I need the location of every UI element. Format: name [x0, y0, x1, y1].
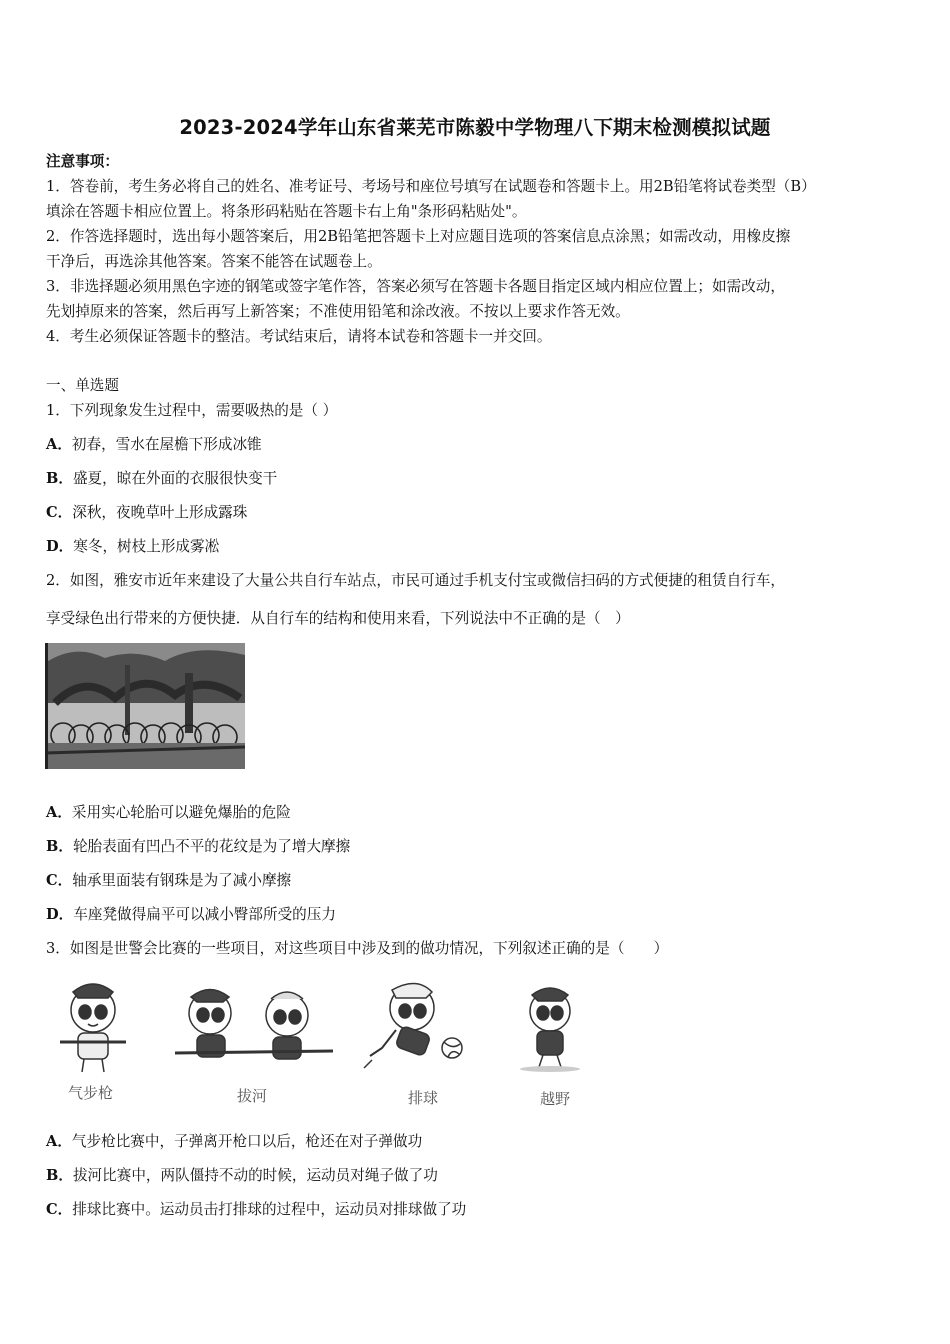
- q3-stem: 3．如图是世警会比赛的一些项目，对这些项目中涉及到的做功情况，下列叙述正确的是（ ）: [46, 940, 669, 957]
- notice-heading: 注意事项：: [46, 153, 119, 170]
- q1-option-b: B．盛夏，晾在外面的衣服很快变干: [46, 470, 278, 487]
- q2-option-b: B．轮胎表面有凹凸不平的花纹是为了增大摩擦: [46, 838, 351, 855]
- q2-option-d: D．车座凳做得扁平可以减小臀部所受的压力: [46, 906, 336, 923]
- q2-option-c: C．轴承里面装有钢珠是为了减小摩擦: [46, 872, 292, 889]
- notice-line: 4．考生必须保证答题卡的整洁。考试结束后，请将本试卷和答题卡一并交回。: [46, 328, 552, 345]
- caption-air-rifle: 气步枪: [68, 1084, 114, 1102]
- q3-option-c: C．排球比赛中。运动员击打排球的过程中，运动员对排球做了功: [46, 1201, 467, 1218]
- panda-tug-of-war-figure: [175, 983, 335, 1068]
- q2-option-a: A．采用实心轮胎可以避免爆胎的危险: [46, 804, 291, 821]
- q2-stem-line2: 享受绿色出行带来的方便快捷．从自行车的结构和使用来看，下列说法中不正确的是（ ）: [46, 610, 630, 627]
- notice-line: 1．答卷前，考生务必将自己的姓名、准考证号、考场号和座位号填写在试题卷和答题卡上。用2B铅笔将试卷类型（B）: [46, 178, 816, 195]
- q1-option-d: D．寒冬，树枝上形成雾凇: [46, 538, 220, 555]
- page-title: 2023-2024学年山东省莱芜市陈毅中学物理八下期末检测模拟试题: [179, 116, 771, 139]
- notice-line: 先划掉原来的答案，然后再写上新答案；不准使用铅笔和涂改液。不按以上要求作答无效。: [46, 303, 630, 320]
- caption-tug-of-war: 拔河: [237, 1087, 268, 1105]
- panda-cross-country-figure: [515, 983, 585, 1073]
- q1-option-c: C．深秋，夜晚草叶上形成露珠: [46, 504, 248, 521]
- notice-line: 3．非选择题必须用黑色字迹的钢笔或签字笔作答，答案必须写在答题卡各题目指定区域内相应位置上；如需改动，: [46, 278, 785, 295]
- caption-volleyball: 排球: [408, 1089, 439, 1107]
- notice-line: 填涂在答题卡相应位置上。将条形码粘贴在答题卡右上角"条形码粘贴处"。: [46, 203, 527, 220]
- notice-line: 2．作答选择题时，选出每小题答案后，用2B铅笔把答题卡上对应题目选项的答案信息点涂黑；如需改动，用橡皮擦: [46, 228, 791, 245]
- section-heading: 一、单选题: [46, 377, 119, 394]
- q2-stem-line1: 2．如图，雅安市近年来建设了大量公共自行车站点，市民可通过手机支付宝或微信扫码的方式便捷的租赁自行车，: [46, 572, 785, 589]
- notice-line: 干净后，再选涂其他答案。答案不能答在试题卷上。: [46, 253, 382, 270]
- q1-option-a: A．初春，雪水在屋檐下形成冰锥: [46, 436, 262, 453]
- panda-air-rifle-figure: [58, 978, 128, 1073]
- bicycle-station-photo: [45, 643, 245, 769]
- caption-cross-country: 越野: [540, 1090, 571, 1108]
- q3-option-a: A．气步枪比赛中，子弹离开枪口以后，枪还在对子弹做功: [46, 1133, 423, 1150]
- q3-option-b: B．拔河比赛中，两队僵持不动的时候，运动员对绳子做了功: [46, 1167, 438, 1184]
- panda-volleyball-figure: [362, 978, 472, 1073]
- q1-stem: 1．下列现象发生过程中，需要吸热的是（ ）: [46, 402, 338, 419]
